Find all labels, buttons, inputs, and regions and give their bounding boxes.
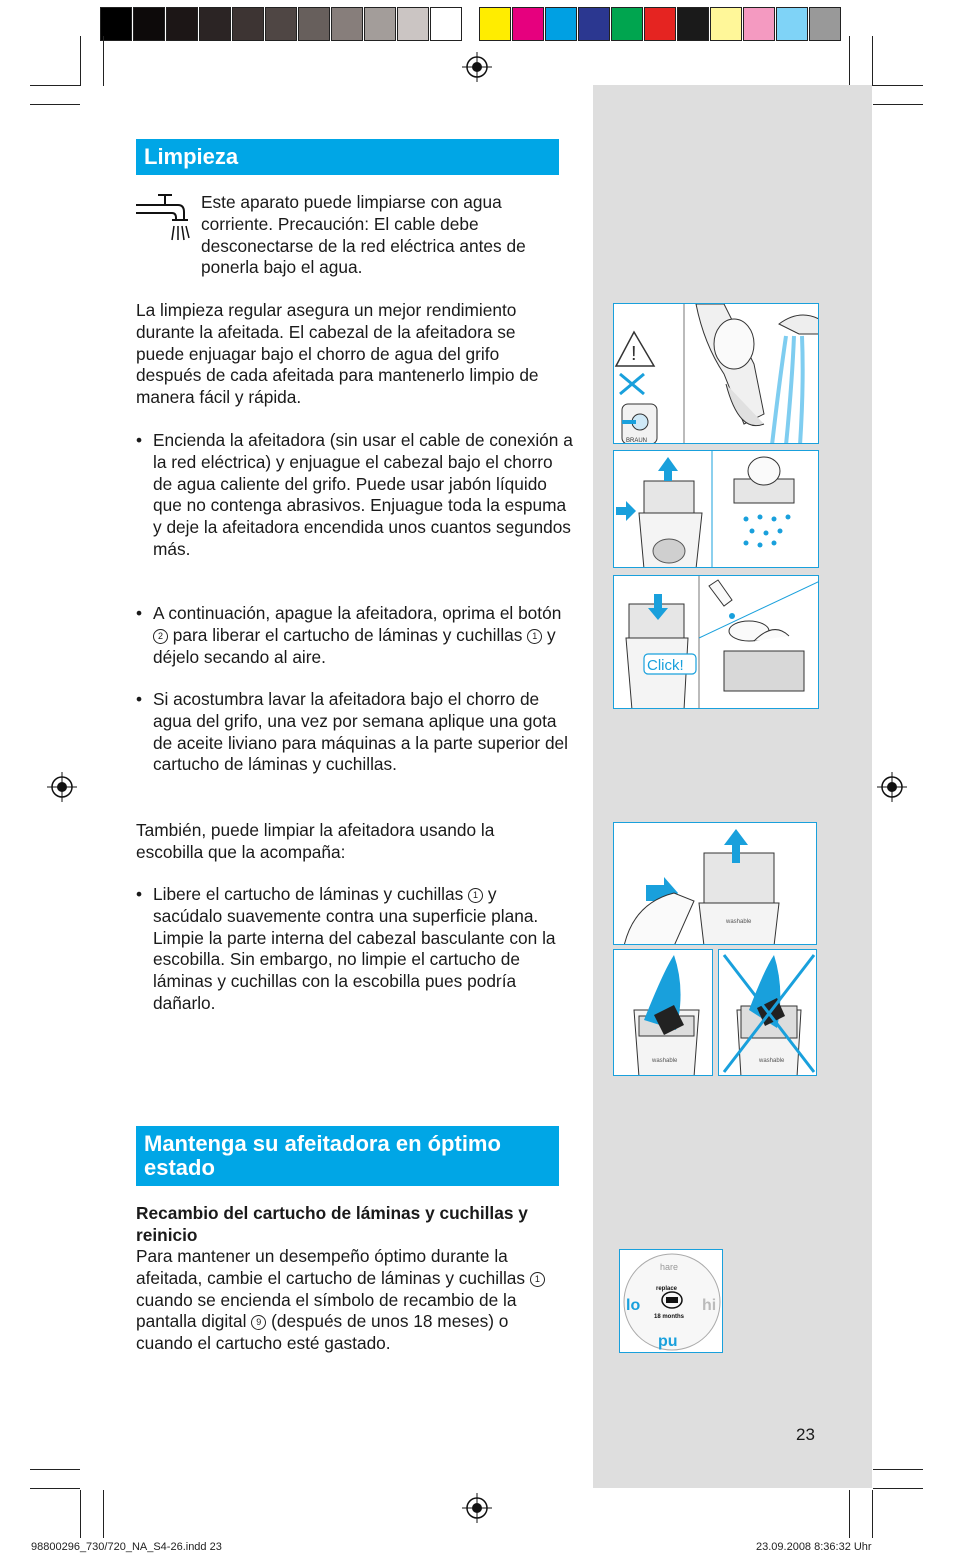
color-swatch	[397, 7, 429, 41]
color-swatch	[331, 7, 363, 41]
crop-mark	[30, 104, 80, 105]
crop-mark	[103, 1490, 104, 1538]
bullet-item	[136, 603, 577, 668]
brush-cassette-drawing	[719, 950, 817, 1076]
display-pu: pu	[658, 1333, 678, 1350]
crop-mark	[30, 85, 80, 86]
illustration-brush-cassette-forbidden	[718, 949, 817, 1076]
color-swatch	[133, 7, 165, 41]
print-color-bar	[100, 7, 842, 41]
color-swatch	[578, 7, 610, 41]
color-swatch	[776, 7, 808, 41]
color-swatch	[100, 7, 132, 41]
color-swatch	[644, 7, 676, 41]
color-swatch	[232, 7, 264, 41]
text-run: Para mantener un desempeño óptimo durante la afeitada, cambie el cartucho de láminas y cuchillas	[136, 1246, 530, 1288]
footer-timestamp: 23.09.2008 8:36:32 Uhr	[756, 1541, 872, 1553]
callout-number: 1	[468, 888, 483, 903]
crop-mark	[30, 1488, 80, 1489]
callout-number: 2	[153, 629, 168, 644]
svg-text:!: !	[631, 343, 637, 365]
cassette-release-drawing	[614, 451, 819, 568]
color-swatch	[430, 7, 462, 41]
color-swatch	[298, 7, 330, 41]
illustration-rinse-under-tap	[613, 303, 819, 444]
color-swatch	[611, 7, 643, 41]
display-hi: hi	[702, 1297, 717, 1314]
release-cassette-drawing	[614, 823, 817, 945]
color-swatch	[199, 7, 231, 41]
illustration-release-and-tap	[613, 822, 817, 945]
text-run: para liberar el cartucho de láminas y cuchillas	[168, 624, 528, 645]
crop-mark	[873, 104, 923, 105]
color-swatch	[479, 7, 511, 41]
text-run: A continuación, apague la afeitadora, oprima el botón	[153, 603, 562, 623]
crop-mark	[849, 36, 850, 86]
text-run: y déjelo secando al aire.	[153, 624, 556, 667]
color-swatch	[743, 7, 775, 41]
color-swatch	[809, 7, 841, 41]
illustration-replace-display	[619, 1249, 723, 1353]
paragraph: La limpieza regular asegura un mejor rendimiento durante la afeitada. El cabezal de la afeitadora se puede enjuagar bajo el chorro de agua del grifo después de cada afeitada para mantenerlo limpio de manera fácil y rápida.	[136, 300, 539, 408]
washable-label: washable	[726, 919, 752, 925]
shaver-under-tap-drawing	[614, 304, 819, 444]
color-swatch	[512, 7, 544, 41]
crop-mark	[849, 1490, 850, 1538]
text-run: (después de unos 18 meses) o cuando el cartucho esté gastado.	[136, 1311, 509, 1354]
registration-mark	[47, 772, 77, 802]
illustration-remove-cassette	[613, 450, 819, 568]
callout-number: 1	[530, 1272, 545, 1287]
click-label: Click!	[647, 657, 684, 674]
crop-mark	[103, 36, 104, 86]
crop-mark	[80, 1490, 81, 1538]
crop-mark	[80, 36, 81, 86]
oil-and-click-drawing	[614, 576, 819, 709]
washable-label: washable	[759, 1058, 785, 1064]
washable-label: washable	[652, 1058, 678, 1064]
registration-mark	[462, 52, 492, 82]
display-hare: hare	[660, 1262, 679, 1272]
paragraph	[136, 1246, 546, 1355]
crop-mark	[30, 1469, 80, 1470]
section-heading-limpieza: Limpieza	[136, 139, 559, 175]
crop-mark	[873, 85, 923, 86]
crop-mark	[873, 1488, 923, 1489]
brush-head-drawing	[614, 950, 713, 1076]
subheading: Recambio del cartucho de láminas y cuchillas y reinicio	[136, 1203, 528, 1245]
color-swatch	[364, 7, 396, 41]
bullet-item: • Encienda la afeitadora (sin usar el cable de conexión a la red eléctrica) y enjuague el cabezal bajo el chorro de agua caliente del grifo. Puede usar jabón líquido que no contenga abrasivos. Enjuague toda la espuma y deje la afeitadora encendida unos cuantos segundos más.	[136, 430, 573, 561]
crop-mark	[873, 1469, 923, 1470]
illustration-oil-cassette	[613, 575, 819, 709]
registration-mark	[462, 1493, 492, 1523]
display-lo: lo	[626, 1297, 641, 1314]
replace-display-drawing	[620, 1250, 723, 1353]
crop-mark	[872, 1490, 873, 1538]
color-swatch	[545, 7, 577, 41]
registration-mark	[877, 772, 907, 802]
tap-water-icon	[134, 192, 190, 244]
color-swatch	[265, 7, 297, 41]
brand-label: BRAUN	[626, 438, 648, 444]
text-run: y sacúdalo suavemente contra una superficie plana. Limpie la parte interna del cabezal basculante con la escobilla. Sin embargo, no limpie el cartucho de láminas y cuchillas con la escobilla pues podría dañarlo.	[153, 884, 556, 1013]
color-swatch	[166, 7, 198, 41]
page-number: 23	[796, 1425, 815, 1444]
intro-paragraph: Este aparato puede limpiarse con agua corriente. Precaución: El cable debe desconectarse de la red eléctrica antes de ponerla bajo el agua.	[201, 192, 526, 278]
display-replace: replace	[656, 1286, 678, 1292]
illustration-brush-head	[613, 949, 713, 1076]
bullet-item: • Si acostumbra lavar la afeitadora bajo el chorro de agua del grifo, una vez por semana aplique una gota de aceite liviano para máquinas a la parte superior del cartucho de láminas y cuchillas.	[136, 689, 577, 776]
color-swatch	[677, 7, 709, 41]
callout-number: 1	[527, 629, 542, 644]
crop-mark	[872, 36, 873, 86]
paragraph: También, puede limpiar la afeitadora usando la escobilla que la acompaña:	[136, 820, 495, 862]
bullet-item	[136, 884, 563, 1015]
callout-number: 9	[251, 1315, 266, 1330]
footer-file-name: 98800296_730/720_NA_S4-26.indd 23	[31, 1541, 222, 1553]
text-run: Libere el cartucho de láminas y cuchillas	[153, 884, 469, 904]
text-run: cuando se encienda el símbolo de recambio de la pantalla digital	[136, 1289, 517, 1332]
color-swatch	[710, 7, 742, 41]
display-months: 18 months	[654, 1314, 685, 1320]
section-heading-mantenimiento: Mantenga su afeitadora en óptimo estado	[136, 1126, 559, 1186]
